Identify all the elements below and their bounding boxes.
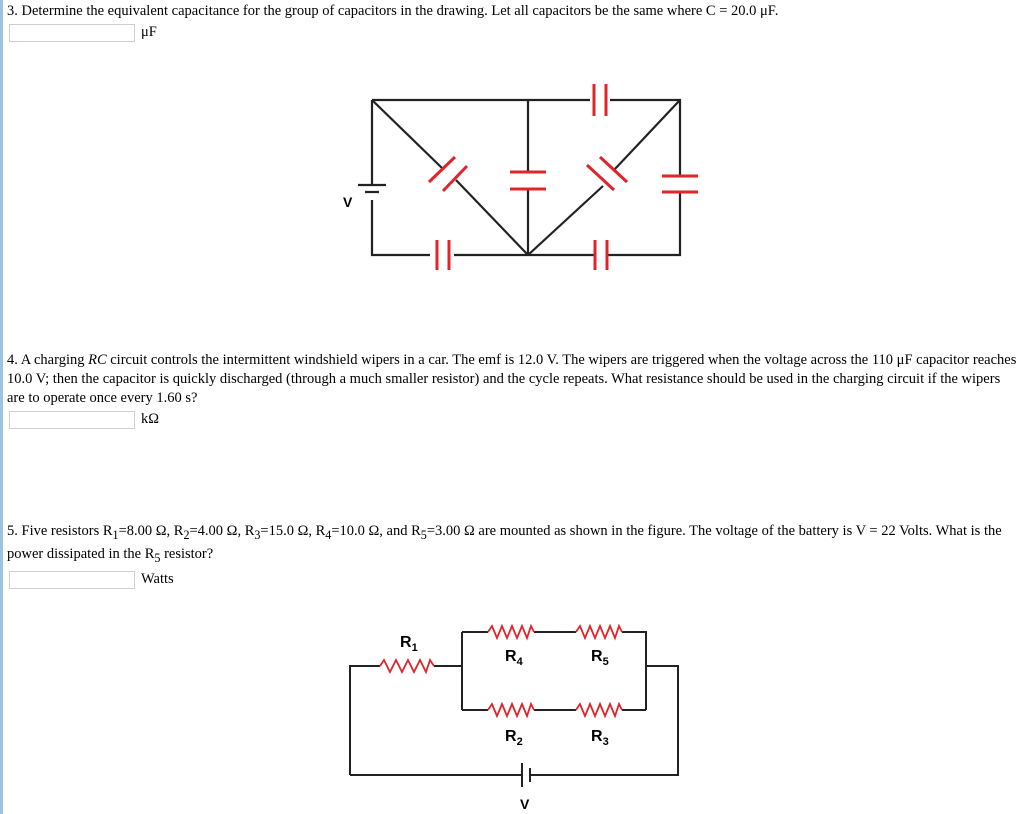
label-r1: $R_1$ (400, 634, 418, 654)
capacitor-right-vertical (662, 176, 698, 192)
question-3-body: Determine the equivalent capacitance for the group of capacitors in the drawing. Let all capacitors be the same where C = 20.0 μF. (21, 3, 779, 19)
capacitor-symbols (429, 84, 698, 270)
question-3 (7, 2, 1017, 47)
question-5-answer-row (7, 570, 1017, 594)
label-r2: $R_2$ (505, 728, 523, 748)
capacitor-bottom-right (595, 240, 607, 270)
page-left-rule (0, 0, 3, 814)
question-4-unit: kΩ (141, 411, 160, 427)
question-5-unit: Watts (141, 570, 174, 587)
question-5-sub-2: 2 (183, 527, 190, 542)
question-4 (7, 351, 1017, 434)
question-4-text (7, 351, 1017, 408)
question-5-answer-input[interactable] (9, 571, 135, 589)
question-4-body-end: circuit controls the intermittent windshield wipers in a car. The emf is 12.0 V. The wipers are triggered when the voltage across the 110 μF capacitor reaches 10.0 V; then the capacitor is quickly discharged (through a much smaller resistor) and the cycle repeats. What resistance should be used in the charging circuit if the wipers are to operate once every 1.60 s? (7, 352, 1017, 406)
capacitor-bottom-left (437, 240, 449, 270)
question-4-answer-input[interactable] (9, 411, 135, 429)
resistor-r1-zigzag (380, 660, 434, 672)
resistor-symbols (380, 626, 622, 716)
question-5-sub-6: 5 (154, 550, 161, 565)
label-r4: $R_4$ (505, 648, 523, 668)
question-3-number: 3. (7, 3, 18, 19)
capacitor-network-figure (330, 70, 710, 270)
battery-label: V (343, 194, 353, 210)
question-5-text-e: =10.0 Ω, and R (331, 523, 421, 539)
question-5-text-g: resistor? (160, 545, 214, 562)
question-5-text-b: =8.00 Ω, R (118, 523, 184, 539)
resistor-r5-zigzag (576, 626, 622, 638)
question-4-body-start: A charging (20, 352, 89, 368)
question-5-text-d: =15.0 Ω, R (260, 523, 326, 539)
question-3-text (7, 2, 1017, 21)
question-4-answer-row (7, 410, 1017, 434)
battery-symbol-2 (522, 763, 530, 787)
question-5-sub-5: 5 (420, 527, 427, 542)
capacitor-center-vertical (510, 172, 546, 189)
resistor-r2-zigzag (488, 704, 534, 716)
question-5-sub-4: 4 (325, 527, 332, 542)
question-4-number: 4. (7, 352, 18, 368)
question-5-text-a: Five resistors R (21, 523, 113, 539)
resistor-network-figure (340, 610, 690, 814)
question-5 (7, 522, 1017, 594)
resistor-r3-zigzag (576, 704, 622, 716)
resistor-r4-zigzag (488, 626, 534, 638)
question-3-unit: μF (141, 24, 157, 40)
question-5-text-f: =3.00 Ω are mounted as shown in the figure. The voltage of the battery is V = 22 Volts. What is the power dissipated in the R (7, 523, 1002, 562)
question-5-text (7, 522, 1017, 568)
question-5-sub-3: 3 (254, 527, 261, 542)
question-5-number: 5. (7, 523, 18, 539)
question-5-text-c: =4.00 Ω, R (189, 523, 255, 539)
battery-label-2: V (520, 796, 530, 812)
question-4-rc-term: RC (88, 352, 107, 368)
battery-symbol (358, 185, 386, 192)
question-3-answer-row (7, 23, 1017, 47)
capacitor-top (594, 84, 606, 116)
question-5-sub-1: 1 (112, 527, 119, 542)
question-3-answer-input[interactable] (9, 24, 135, 42)
label-r3: $R_3$ (591, 728, 609, 748)
label-r5: $R_5$ (591, 648, 609, 668)
capacitor-network-wires (372, 100, 680, 255)
